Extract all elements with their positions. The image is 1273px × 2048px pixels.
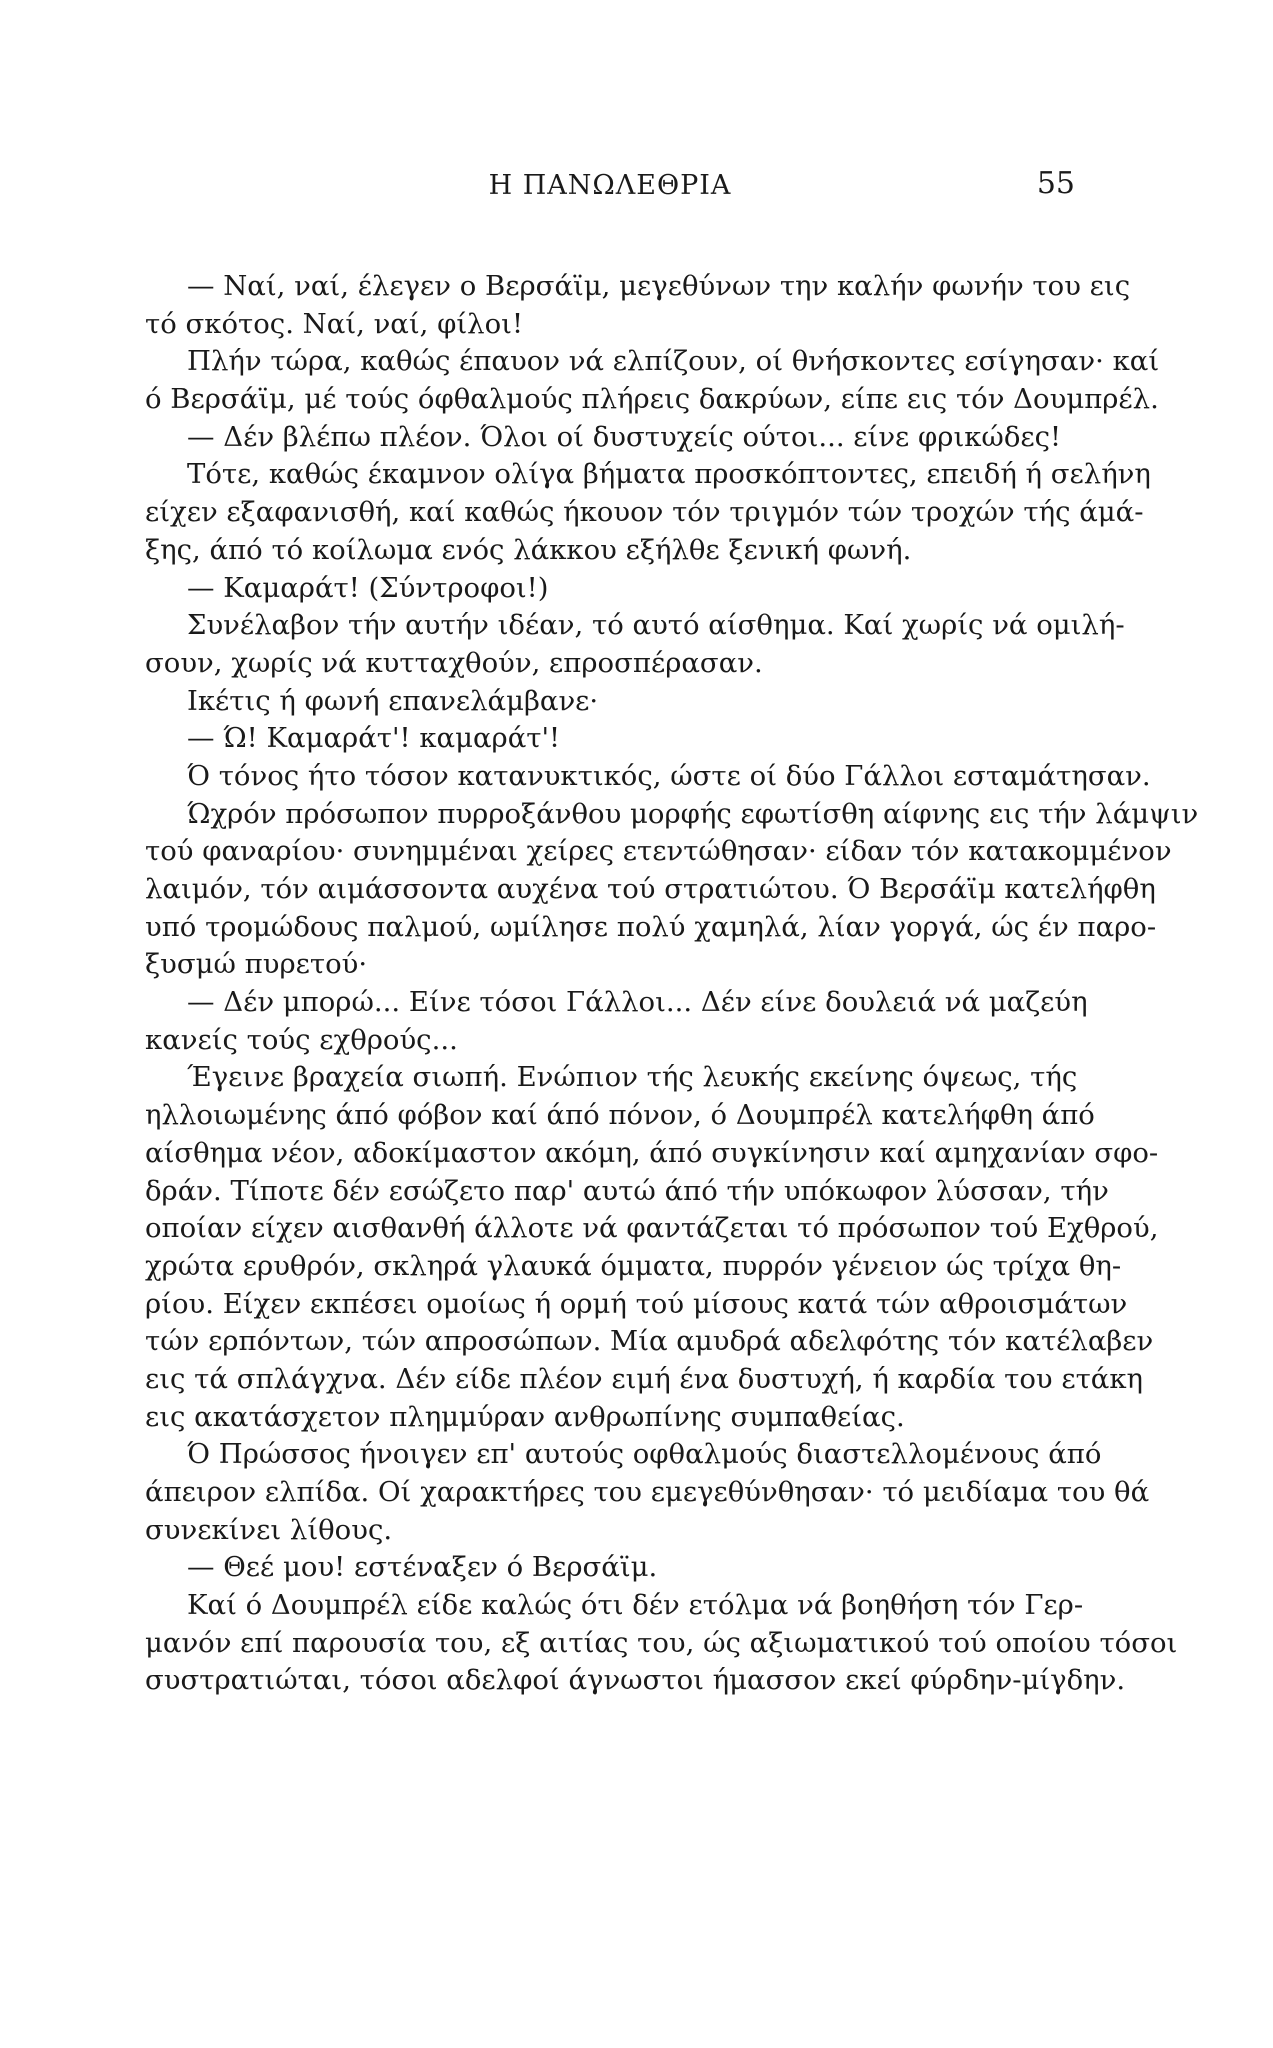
page-header xyxy=(145,166,1075,210)
text-line: — Δέν μπορώ... Είνε τόσοι Γάλλοι... Δέν είνε δουλειά νά μαζεύη xyxy=(187,986,1088,1019)
running-title: Η ΠΑΝΩΛΕΘΡΙΑ xyxy=(488,170,732,201)
text-line: Καί ό Δουμπρέλ είδε καλώς ότι δέν ετόλμα νά βοηθήση τόν Γερ- xyxy=(187,1589,1084,1622)
text-line: — Ώ! Καμαράτ'! καμαράτ'! xyxy=(187,722,561,755)
text-line: εις ακατάσχετον πλημμύραν ανθρωπίνης συμπαθείας. xyxy=(145,1400,905,1433)
text-line: Συνέλαβον τήν αυτήν ιδέαν, τό αυτό αίσθημα. Καί χωρίς νά ομιλή- xyxy=(187,609,1125,642)
text-line: συνεκίνει λίθους. xyxy=(145,1513,393,1546)
text-line: είχεν εξαφανισθή, καί καθώς ήκουον τόν τριγμόν τών τροχών τής άμά- xyxy=(145,496,1144,529)
text-line: οποίαν είχεν αισθανθή άλλοτε νά φαντάζεται τό πρόσωπον τού Εχθρού, xyxy=(145,1212,1159,1245)
text-line: Ό Πρώσσος ήνοιγεν επ' αυτούς οφθαλμούς διαστελλομένους άπό xyxy=(187,1438,1102,1471)
text-line: δράν. Τίποτε δέν εσώζετο παρ' αυτώ άπό τήν υπόκωφον λύσσαν, τήν xyxy=(145,1174,1109,1207)
text-line: ξης, άπό τό κοίλωμα ενός λάκκου εξήλθε ξενική φωνή. xyxy=(145,533,912,566)
text-line: εις τά σπλάγχνα. Δέν είδε πλέον ειμή ένα δυστυχή, ή καρδία του ετάκη xyxy=(145,1362,1144,1395)
text-line: τό σκότος. Ναί, ναί, φίλοι! xyxy=(145,307,523,340)
text-line: ξυσμώ πυρετού· xyxy=(145,948,368,981)
text-line: Ικέτις ή φωνή επανελάμβανε· xyxy=(187,684,599,717)
text-line: Έγεινε βραχεία σιωπή. Ενώπιον τής λευκής εκείνης όψεως, τής xyxy=(187,1061,1078,1094)
text-line: άπειρον ελπίδα. Οί χαρακτήρες του εμεγεθύνθησαν· τό μειδίαμα του θά xyxy=(145,1476,1150,1508)
text-line: τών ερπόντων, τών απροσώπων. Μία αμυδρά αδελφότης τόν κατέλαβεν xyxy=(145,1325,1154,1358)
text-line: — Καμαράτ! (Σύντροφοι!) xyxy=(187,571,549,604)
text-line: κανείς τούς εχθρούς... xyxy=(145,1023,458,1056)
text-line: τού φαναρίου· συνημμέναι χείρες ετεντώθησαν· είδαν τόν κατακομμένον xyxy=(145,835,1172,868)
text-line: υπό τρομώδους παλμού, ωμίλησε πολύ χαμηλά, λίαν γοργά, ώς έν παρο- xyxy=(145,910,1157,943)
text-line: ηλλοιωμένης άπό φόβον καί άπό πόνον, ό Δουμπρέλ κατελήφθη άπό xyxy=(145,1099,1095,1132)
text-line: σουν, χωρίς νά κυτταχθούν, επροσπέρασαν. xyxy=(145,646,763,679)
text-line: αίσθημα νέον, αδοκίμαστον ακόμη, άπό συγκίνησιν καί αμηχανίαν σφο- xyxy=(145,1136,1159,1169)
text-line: Πλήν τώρα, καθώς έπαυον νά ελπίζουν, οί θνήσκοντες εσίγησαν· καί xyxy=(187,345,1160,378)
text-line: — Δέν βλέπω πλέον. Όλοι οί δυστυχείς ούτοι... είνε φρικώδες! xyxy=(187,420,1062,453)
text-line: συστρατιώται, τόσοι αδελφοί άγνωστοι ήμασσον εκεί φύρδην-μίγδην. xyxy=(145,1664,1126,1697)
text-line: Ώχρόν πρόσωπον πυρροξάνθου μορφής εφωτίσθη αίφνης εις τήν λάμψιν xyxy=(187,797,1199,830)
page-number: 55 xyxy=(1036,166,1075,201)
text-line: Ό τόνος ήτο τόσον κατανυκτικός, ώστε οί δύο Γάλλοι εσταμάτησαν. xyxy=(187,759,1151,792)
text-line: — Ναί, ναί, έλεγεν ο Βερσάϊμ, μεγεθύνων την καλήν φωνήν του εις xyxy=(187,270,1131,302)
page-body-text xyxy=(145,268,1199,1700)
text-line: Τότε, καθώς έκαμνον ολίγα βήματα προσκόπτοντες, επειδή ή σελήνη xyxy=(187,458,1151,491)
text-line: μανόν επί παρουσία του, εξ αιτίας του, ώς αξιωματικού τού οποίου τόσοι xyxy=(145,1626,1178,1659)
text-line: ρίου. Είχεν εκπέσει ομοίως ή ορμή τού μίσους κατά τών αθροισμάτων xyxy=(145,1287,1128,1320)
text-line: λαιμόν, τόν αιμάσσοντα αυχένα τού στρατιώτου. Ό Βερσάϊμ κατελήφθη xyxy=(145,873,1156,905)
text-line: χρώτα ερυθρόν, σκληρά γλαυκά όμματα, πυρρόν γένειον ώς τρίχα θη- xyxy=(145,1249,1122,1282)
text-line: — Θεέ μου! εστέναξεν ό Βερσάϊμ. xyxy=(187,1551,658,1584)
text-line: ό Βερσάϊμ, μέ τούς όφθαλμούς πλήρεις δακρύων, είπε εις τόν Δουμπρέλ. xyxy=(145,383,1159,416)
